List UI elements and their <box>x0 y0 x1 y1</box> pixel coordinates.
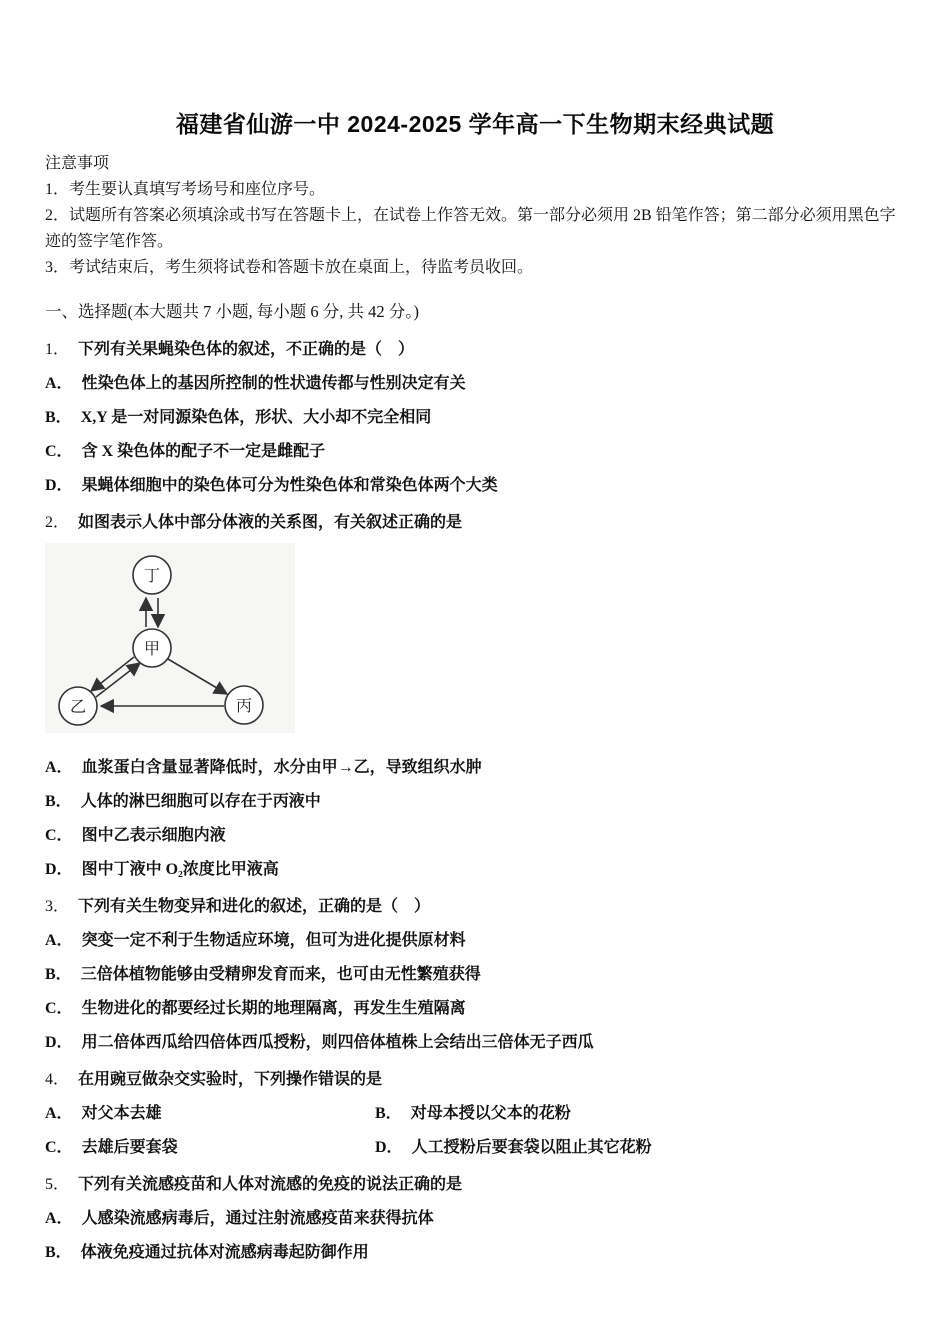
option-text: 生物进化的都要经过长期的地理隔离，再发生生殖隔离 <box>81 1000 466 1017</box>
section-heading: 一、选择题(本大题共 7 小题, 每小题 6 分, 共 42 分。) <box>45 302 419 321</box>
option-c <box>45 998 905 1019</box>
option-label: B． <box>45 966 72 983</box>
notice-item-3: 3．考试结束后，考生须将试卷和答题卡放在桌面上，待监考员收回。 <box>45 259 534 276</box>
option-text: 体液免疫通过抗体对流感病毒起防御作用 <box>80 1244 369 1261</box>
option-text: 血浆蛋白含量显著降低时，水分由甲→乙，导致组织水肿 <box>81 759 482 776</box>
notice-heading: 注意事项 <box>45 155 110 172</box>
diagram-node-yi-label: 乙 <box>69 699 87 716</box>
question-4 <box>45 1069 905 1158</box>
notice-section <box>45 151 905 281</box>
option-text: X,Y 是一对同源染色体，形状、大小却不完全相同 <box>80 409 432 426</box>
option-b <box>375 1103 905 1124</box>
question-number: 5． <box>45 1176 70 1193</box>
option-label: D． <box>45 861 73 878</box>
option-c <box>45 441 905 462</box>
option-label: A． <box>45 759 73 776</box>
option-text: 突变一定不利于生物适应环境，但可为进化提供原材料 <box>81 932 466 949</box>
option-c <box>45 1137 375 1158</box>
question-3 <box>45 896 905 1053</box>
option-label: D． <box>45 477 73 494</box>
option-text: 三倍体植物能够由受精卵发育而来，也可由无性繁殖获得 <box>80 966 481 983</box>
option-label: C． <box>45 1139 73 1156</box>
question-number: 2． <box>45 514 70 531</box>
diagram-node-bing-label: 丙 <box>235 698 253 715</box>
notice-item-1: 1．考生要认真填写考场号和座位序号。 <box>45 181 326 198</box>
option-text: 去雄后要套袋 <box>81 1139 178 1156</box>
question-number: 3． <box>45 898 70 915</box>
option-text: 果蝇体细胞中的染色体可分为性染色体和常染色体两个大类 <box>81 477 498 494</box>
option-text: 用二倍体西瓜给四倍体西瓜授粉，则四倍体植株上会结出三倍体无子西瓜 <box>81 1034 594 1051</box>
option-b <box>45 1242 905 1263</box>
option-label: A． <box>45 1105 73 1122</box>
option-text: 含 X 染色体的配子不一定是雌配子 <box>81 443 326 460</box>
option-label: B． <box>45 409 72 426</box>
option-text: 图中乙表示细胞内液 <box>81 827 226 844</box>
option-label: D． <box>45 1034 73 1051</box>
option-d <box>45 859 905 880</box>
question-text: 如图表示人体中部分体液的关系图，有关叙述正确的是 <box>78 514 463 531</box>
option-c <box>45 825 905 846</box>
option-b <box>45 791 905 812</box>
question-2 <box>45 512 905 880</box>
question-text: 在用豌豆做杂交实验时，下列操作错误的是 <box>78 1071 383 1088</box>
option-label: C． <box>45 443 73 460</box>
notice-item-2: 2．试题所有答案必须填涂或书写在答题卡上，在试卷上作答无效。第一部分必须用 2B 铅笔作答；第二部分必须用黑色字迹的签字笔作答。 <box>45 207 896 250</box>
option-b <box>45 964 905 985</box>
option-text: 图中丁液中 O₂浓度比甲液高 <box>81 861 279 878</box>
option-label: A． <box>45 1210 73 1227</box>
option-text: 人感染流感病毒后，通过注射流感疫苗来获得抗体 <box>81 1210 434 1227</box>
option-text: 人体的淋巴细胞可以存在于丙液中 <box>80 793 321 810</box>
question-5 <box>45 1174 905 1263</box>
question-number: 4． <box>45 1071 70 1088</box>
option-a <box>45 930 905 951</box>
option-a <box>45 373 905 394</box>
question-number: 1． <box>45 341 70 358</box>
option-d <box>45 1032 905 1053</box>
option-label: D． <box>375 1139 403 1156</box>
body-fluid-diagram <box>45 543 905 733</box>
page-title: 福建省仙游一中 2024-2025 学年高一下生物期末经典试题 <box>175 111 775 137</box>
option-text: 性染色体上的基因所控制的性状遗传都与性别决定有关 <box>81 375 466 392</box>
diagram-node-ding-label: 丁 <box>143 568 161 585</box>
option-text: 对父本去雄 <box>81 1105 162 1122</box>
option-text: 对母本授以父本的花粉 <box>410 1105 571 1122</box>
option-label: B． <box>45 1244 72 1261</box>
option-label: A． <box>45 932 73 949</box>
question-1 <box>45 339 905 496</box>
option-text: 人工授粉后要套袋以阻止其它花粉 <box>411 1139 652 1156</box>
option-label: C． <box>45 1000 73 1017</box>
body-fluid-diagram-svg <box>45 543 295 733</box>
option-a <box>45 1103 375 1124</box>
option-d <box>375 1137 905 1158</box>
option-d <box>45 475 905 496</box>
option-a <box>45 1208 905 1229</box>
question-text: 下列有关生物变异和进化的叙述，正确的是（ ） <box>78 898 431 915</box>
question-text: 下列有关果蝇染色体的叙述，不正确的是（ ） <box>78 341 415 358</box>
option-b <box>45 407 905 428</box>
option-label: B． <box>375 1105 402 1122</box>
option-label: B． <box>45 793 72 810</box>
diagram-node-jia-label: 甲 <box>143 641 161 658</box>
option-label: A． <box>45 375 73 392</box>
question-text: 下列有关流感疫苗和人体对流感的免疫的说法正确的是 <box>78 1176 463 1193</box>
option-label: C． <box>45 827 73 844</box>
option-a <box>45 757 905 778</box>
